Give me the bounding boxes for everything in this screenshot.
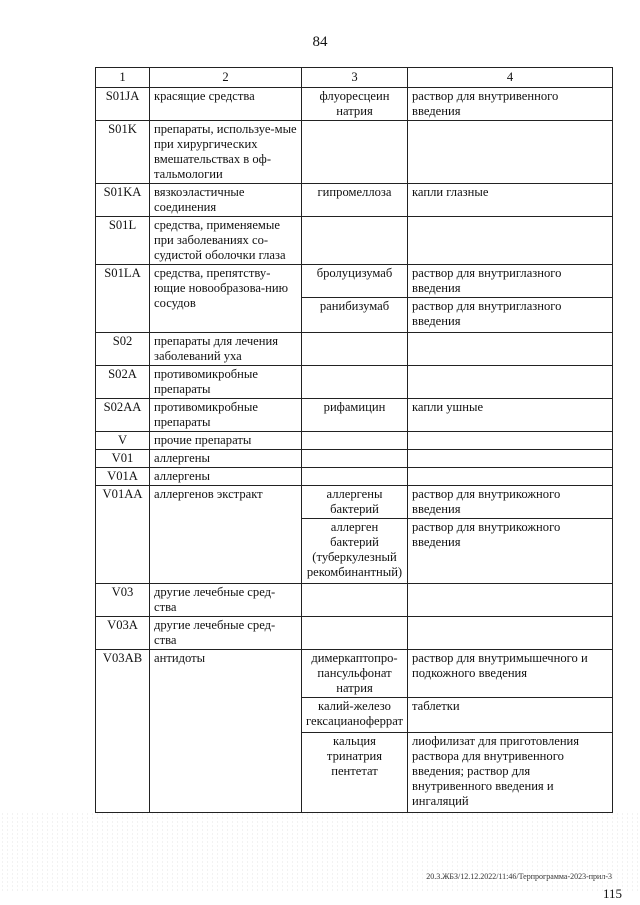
dosage-form-cell	[408, 88, 613, 121]
atc-group-name: средства, препятству-ющие новообразова-нию сосудов	[150, 265, 302, 333]
atc-code: V03A	[96, 617, 150, 650]
dosage-form: таблетки	[408, 697, 612, 731]
drug-name-cell	[302, 217, 408, 265]
header-cell: 2	[150, 68, 302, 88]
dosage-form-cell	[408, 617, 613, 650]
drug-name-cell	[302, 399, 408, 432]
table-row	[96, 432, 613, 450]
dosage-form-cell	[408, 432, 613, 450]
dosage-form: раствор для внутрикожного введения	[408, 518, 612, 582]
table-row	[96, 617, 613, 650]
atc-code: V	[96, 432, 150, 450]
drug-name: калий-железо гексацианоферрат	[302, 697, 407, 731]
atc-group-name: вязкоэластичные соединения	[150, 184, 302, 217]
atc-code: V01	[96, 450, 150, 468]
drug-name-cell	[302, 265, 408, 333]
drug-name: гипромеллоза	[317, 185, 392, 199]
drug-name: димеркаптопро-пансульфонат натрия	[311, 651, 398, 695]
drug-table	[95, 67, 613, 813]
dosage-form: лиофилизат для приготовления раствора для внутривенного введения; раствор для внутривенного введения и ингаляций	[408, 732, 612, 811]
atc-code: V03	[96, 584, 150, 617]
table-row	[96, 88, 613, 121]
atc-code: S02AA	[96, 399, 150, 432]
atc-code: V01AA	[96, 486, 150, 584]
drug-name: аллерген бактерий (туберкулезный рекомбинантный)	[302, 518, 407, 582]
drug-name-cell	[302, 333, 408, 366]
table-row	[96, 265, 613, 333]
atc-group-name: другие лечебные сред-ства	[150, 584, 302, 617]
dosage-form-cell	[408, 184, 613, 217]
dosage-form-cell	[408, 584, 613, 617]
dosage-form-cell	[408, 366, 613, 399]
atc-code: V03AB	[96, 650, 150, 813]
table-row	[96, 584, 613, 617]
atc-group-name: средства, применяемые при заболеваниях со-судистой оболочки глаза	[150, 217, 302, 265]
drug-name-cell	[302, 450, 408, 468]
header-cell: 4	[408, 68, 613, 88]
drug-name: бролуцизумаб	[316, 266, 393, 280]
atc-group-name: препараты, используе-мые при хирургических вмешательствах в оф-тальмологии	[150, 121, 302, 184]
atc-group-name: красящие средства	[150, 88, 302, 121]
table-row	[96, 450, 613, 468]
dosage-form-cell	[408, 450, 613, 468]
table-row	[96, 366, 613, 399]
atc-group-name: другие лечебные сред-ства	[150, 617, 302, 650]
atc-code: S01K	[96, 121, 150, 184]
drug-name: ранибизумаб	[302, 297, 407, 331]
drug-name-cell	[302, 468, 408, 486]
table-header-row	[96, 68, 613, 88]
table-row	[96, 333, 613, 366]
page-number-bottom: 115	[602, 886, 622, 901]
atc-code: S01LA	[96, 265, 150, 333]
dosage-form-cell	[408, 650, 613, 813]
atc-group-name: противомикробные препараты	[150, 366, 302, 399]
atc-group-name: аллергенов экстракт	[150, 486, 302, 584]
atc-code: S01JA	[96, 88, 150, 121]
atc-group-name: антидоты	[150, 650, 302, 813]
dosage-form-cell	[408, 486, 613, 584]
dosage-form: раствор для внутриглазного введения	[412, 266, 562, 295]
dosage-form: капли ушные	[412, 400, 484, 414]
dosage-form-cell	[408, 468, 613, 486]
atc-group-name: прочие препараты	[150, 432, 302, 450]
atc-group-name: аллергены	[150, 468, 302, 486]
drug-name-cell	[302, 650, 408, 813]
drug-name: флуоресцеин натрия	[319, 89, 390, 118]
table-row	[96, 184, 613, 217]
dosage-form-cell	[408, 399, 613, 432]
drug-name-cell	[302, 184, 408, 217]
dosage-form-cell	[408, 265, 613, 333]
header-cell: 1	[96, 68, 150, 88]
atc-code: S02A	[96, 366, 150, 399]
atc-code: V01A	[96, 468, 150, 486]
atc-group-name: аллергены	[150, 450, 302, 468]
table-row	[96, 217, 613, 265]
drug-name: рифамицин	[323, 400, 386, 414]
table-row	[96, 486, 613, 584]
dosage-form: раствор для внутривенного введения	[412, 89, 559, 118]
atc-group-name: противомикробные препараты	[150, 399, 302, 432]
dosage-form: капли глазные	[412, 185, 489, 199]
drug-name: кальция тринатрия пентетат	[302, 732, 407, 811]
atc-code: S02	[96, 333, 150, 366]
dosage-form-cell	[408, 121, 613, 184]
dosage-form-cell	[408, 333, 613, 366]
dosage-form: раствор для внутримышечного и подкожного введения	[412, 651, 588, 680]
table-row	[96, 650, 613, 813]
table-row	[96, 468, 613, 486]
dosage-form: раствор для внутриглазного введения	[408, 297, 612, 331]
table-row	[96, 121, 613, 184]
atc-code: S01KA	[96, 184, 150, 217]
drug-name-cell	[302, 486, 408, 584]
drug-name-cell	[302, 584, 408, 617]
table-row	[96, 399, 613, 432]
drug-name-cell	[302, 88, 408, 121]
page-number-top: 84	[312, 34, 328, 50]
drug-name-cell	[302, 432, 408, 450]
atc-code: S01L	[96, 217, 150, 265]
footer-stamp: 20.3.ЖБЗ/12.12.2022/11:46/Терпрограмма-2023-прил-3	[426, 872, 612, 881]
drug-name-cell	[302, 617, 408, 650]
dosage-form: раствор для внутрикожного введения	[412, 487, 561, 516]
drug-name-cell	[302, 366, 408, 399]
drug-name: аллергены бактерий	[326, 487, 383, 516]
atc-group-name: препараты для лечения заболеваний уха	[150, 333, 302, 366]
header-cell: 3	[302, 68, 408, 88]
dosage-form-cell	[408, 217, 613, 265]
drug-name-cell	[302, 121, 408, 184]
